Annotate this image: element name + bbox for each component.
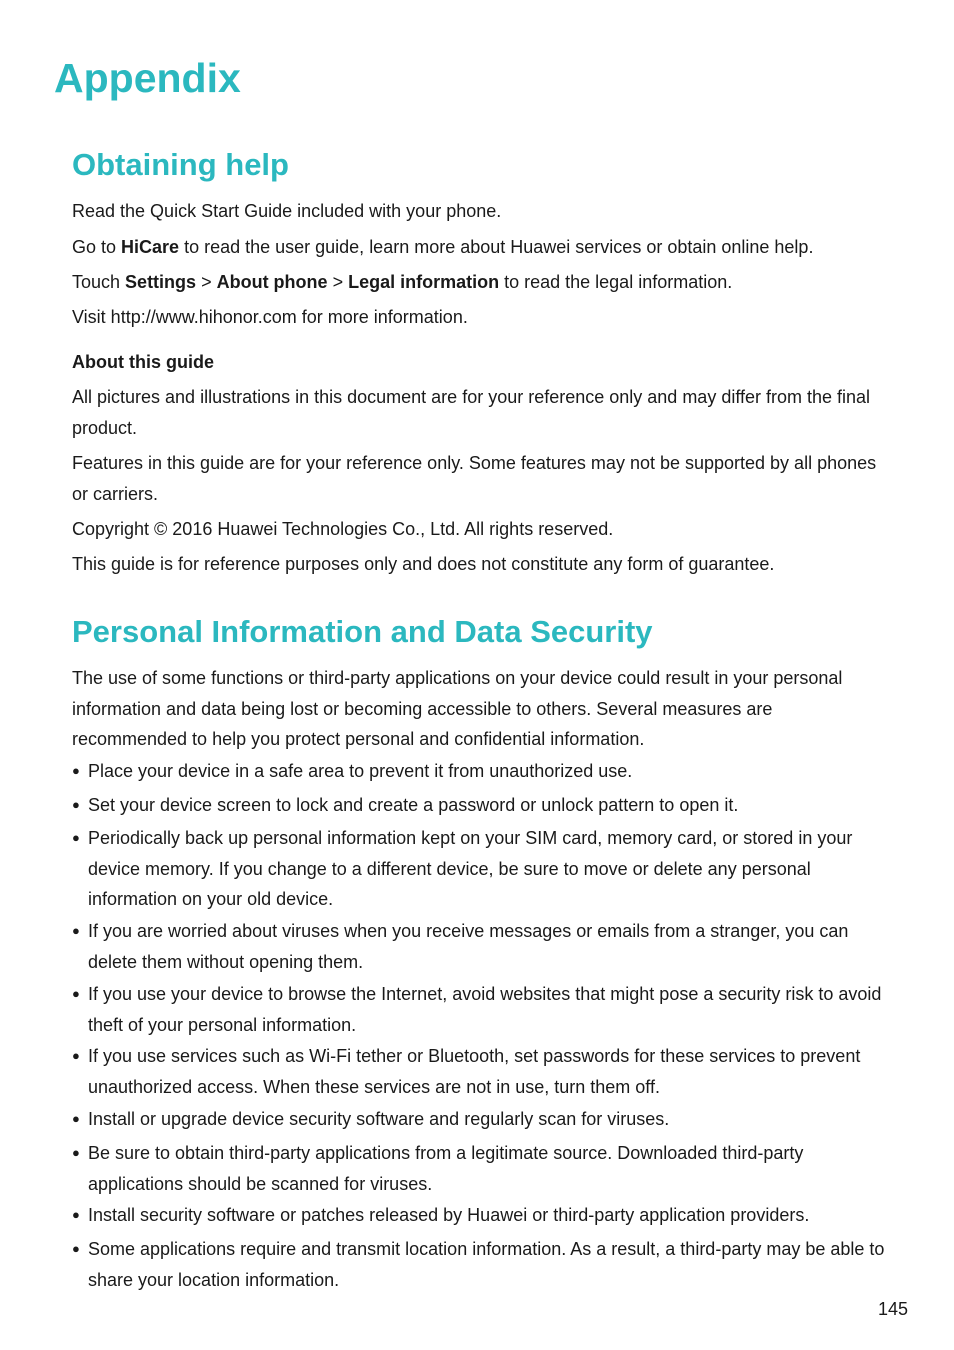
bullet-dot-icon: ● bbox=[72, 1111, 80, 1126]
text-segment: Touch bbox=[72, 272, 126, 292]
list-item-text: Install or upgrade device security software and regularly scan for viruses. bbox=[88, 1109, 670, 1129]
paragraph-copyright: Copyright © 2016 Huawei Technologies Co., Ltd. All rights reserved. bbox=[72, 519, 614, 539]
bullet-dot-icon: ● bbox=[72, 986, 80, 1001]
list-item-text: Some applications require and transmit location information. As a result, a third-party may be able to share your location information. bbox=[88, 1239, 885, 1290]
paragraph-features-reference: Features in this guide are for your reference only. Some features may not be supported by all phones or carriers. bbox=[72, 453, 877, 504]
list-item-text: Install security software or patches released by Huawei or third-party application providers. bbox=[88, 1205, 810, 1225]
text-segment: to read the user guide, learn more about Huawei services or obtain online help. bbox=[179, 237, 814, 257]
list-item bbox=[72, 1104, 892, 1135]
list-item bbox=[72, 756, 892, 787]
list-item-text: If you use your device to browse the Internet, avoid websites that might pose a security risk to avoid theft of your personal information. bbox=[88, 984, 882, 1035]
list-item-text: Place your device in a safe area to prevent it from unauthorized use. bbox=[88, 761, 633, 781]
list-item bbox=[72, 790, 892, 821]
list-item bbox=[72, 823, 892, 915]
list-item bbox=[72, 1234, 892, 1295]
list-item bbox=[72, 1200, 892, 1231]
bullet-dot-icon: ● bbox=[72, 763, 80, 778]
page-title: Appendix bbox=[54, 55, 241, 101]
section-title-obtaining-help: Obtaining help bbox=[72, 147, 289, 182]
subheading-about-this-guide: About this guide bbox=[72, 352, 214, 372]
paragraph-guarantee: This guide is for reference purposes only and does not constitute any form of guarantee. bbox=[72, 554, 775, 574]
list-item-text: If you use services such as Wi-Fi tether or Bluetooth, set passwords for these services to prevent unauthorized access. When these services are not in use, turn them off. bbox=[88, 1046, 861, 1097]
paragraph-pictures-reference: All pictures and illustrations in this document are for your reference only and may differ from the final product. bbox=[72, 387, 871, 438]
list-item-text: Periodically back up personal information kept on your SIM card, memory card, or stored in your device memory. If you change to a different device, be sure to move or delete any personal information on your old device. bbox=[88, 828, 853, 909]
bold-term-legal-information: Legal information bbox=[348, 272, 500, 292]
list-item-text: Set your device screen to lock and create a password or unlock pattern to open it. bbox=[88, 795, 739, 815]
path-separator: > bbox=[196, 272, 217, 292]
page-number: 145 bbox=[878, 1299, 909, 1319]
bullet-dot-icon: ● bbox=[72, 830, 80, 845]
bullet-dot-icon: ● bbox=[72, 1048, 80, 1063]
bullet-dot-icon: ● bbox=[72, 1207, 80, 1222]
paragraph-security-intro: The use of some functions or third-party applications on your device could result in your personal information and data being lost or becoming accessible to others. Several measures are recommended to help you protect personal and confidential information. bbox=[72, 668, 843, 749]
text-segment: Go to bbox=[72, 237, 122, 257]
section-title-data-security: Personal Information and Data Security bbox=[72, 614, 653, 649]
paragraph-legal-path bbox=[72, 267, 892, 298]
paragraph-quick-start: Read the Quick Start Guide included with your phone. bbox=[72, 201, 502, 221]
list-item bbox=[72, 1138, 892, 1199]
bullet-dot-icon: ● bbox=[72, 797, 80, 812]
bullet-dot-icon: ● bbox=[72, 1145, 80, 1160]
list-item-text: Be sure to obtain third-party applications from a legitimate source. Downloaded third-party applications should be scanned for viruses. bbox=[88, 1143, 804, 1194]
paragraph-visit-website: Visit http://www.hihonor.com for more information. bbox=[72, 307, 468, 327]
path-separator: > bbox=[327, 272, 349, 292]
text-segment: to read the legal information. bbox=[499, 272, 733, 292]
bold-term-settings: Settings bbox=[125, 272, 197, 292]
bullet-dot-icon: ● bbox=[72, 923, 80, 938]
bold-term-about-phone: About phone bbox=[216, 272, 328, 292]
list-item bbox=[72, 916, 892, 977]
list-item-text: If you are worried about viruses when you receive messages or emails from a stranger, you can delete them without opening them. bbox=[88, 921, 849, 972]
paragraph-hicare bbox=[72, 232, 892, 263]
list-item bbox=[72, 979, 892, 1040]
list-item bbox=[72, 1041, 892, 1102]
bullet-dot-icon: ● bbox=[72, 1241, 80, 1256]
bold-term-hicare: HiCare bbox=[121, 237, 180, 257]
